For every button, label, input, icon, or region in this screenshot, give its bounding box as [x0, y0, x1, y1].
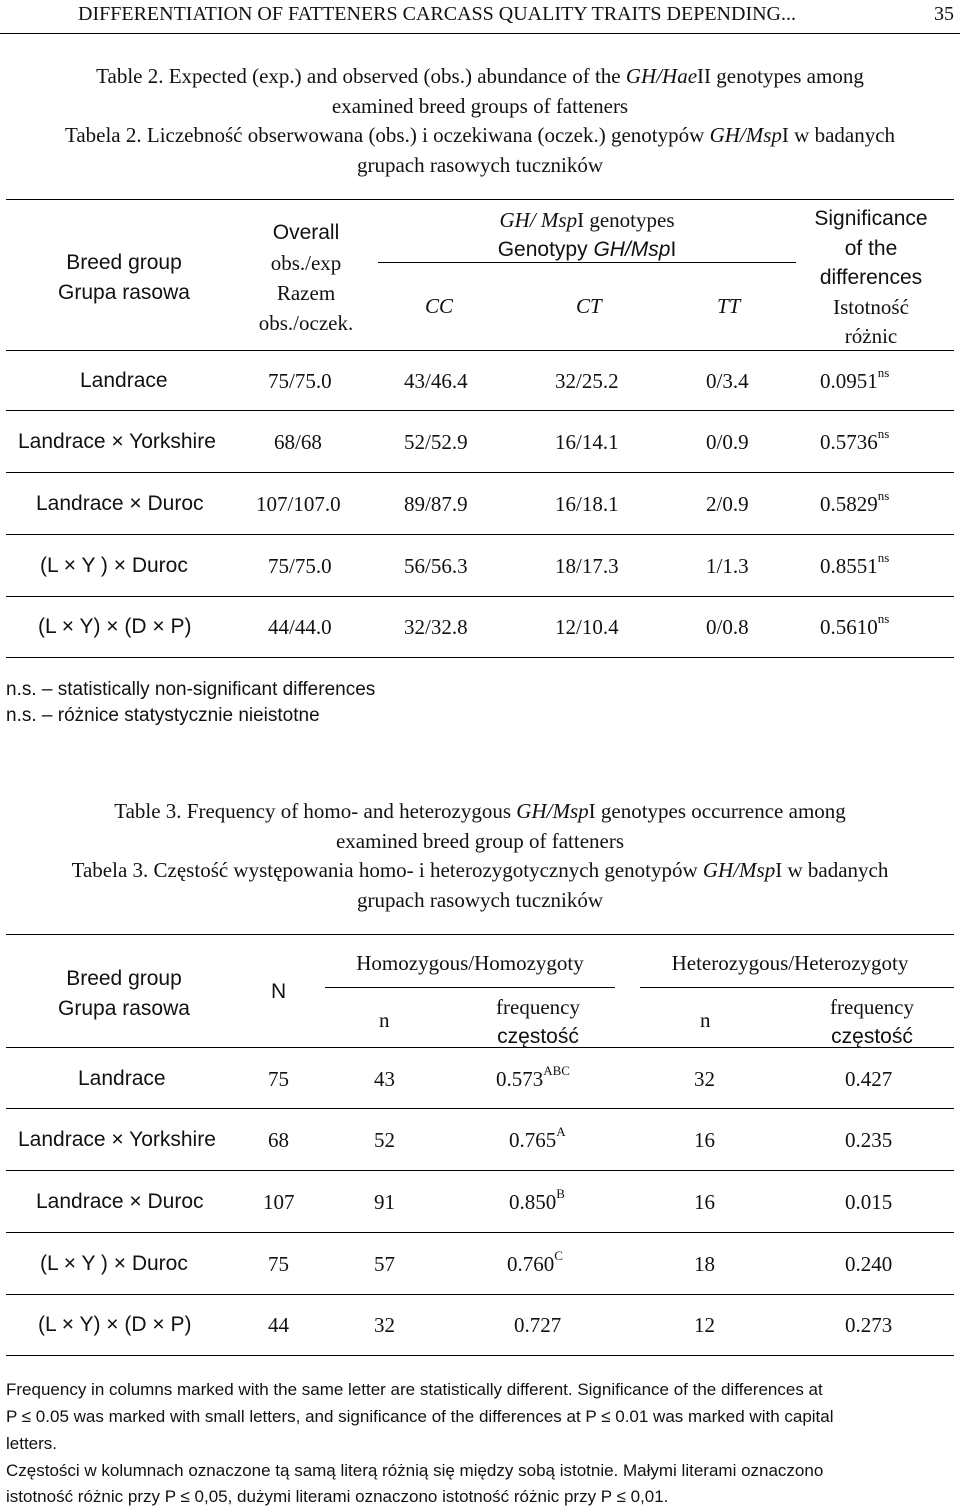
table2-cell-tt: 0/0.9 — [706, 430, 749, 454]
table2-cell-significance: $0.5610^{ns}$ — [820, 611, 890, 639]
table2-cell-tt: 0/0.8 — [706, 615, 749, 639]
table3-col-breed-header: Breed group Grupa rasowa — [58, 967, 190, 1020]
table3-cell-homo-n: 32 — [374, 1313, 395, 1337]
table2-note-en: n.s. – statistically non-significant differences — [6, 679, 376, 700]
table2-cell-overall: 107/107.0 — [256, 492, 341, 516]
running-header-title: DIFFERENTIATION OF FATTENERS CARCASS QUALITY TRAITS DEPENDING... — [78, 3, 796, 25]
table3-col-N-header: N — [271, 980, 287, 1003]
table3-caption-pl-line1: Tabela 3. Częstość występowania homo- i heterozygotycznych genotypów GH/MspI w badanych — [71, 858, 889, 882]
table3-bottom-rule — [6, 1355, 954, 1356]
table3-footnote-en-3: letters. — [6, 1434, 58, 1453]
table3-cell-homo-freq: $0.573^{ABC}$ — [496, 1063, 570, 1091]
table3-cell-N: 75 — [268, 1252, 289, 1276]
table2-col-tt-header: TT — [717, 294, 741, 318]
table3-cell-breed: (L × Y) × (D × P) — [38, 1313, 192, 1336]
table3-footnote-en-2: P ≤ 0.05 was marked with small letters, and significance of the differences at P ≤ 0.01 was marked with capital — [6, 1407, 834, 1426]
table2-cell-cc: 43/46.4 — [404, 369, 468, 393]
table2-col-breed-header: Breed group Grupa rasowa — [58, 251, 190, 304]
table2-cell-breed: Landrace × Yorkshire — [18, 430, 216, 453]
table2-row-rule — [6, 596, 954, 597]
table3-cell-homo-freq: $0.760^C$ — [507, 1248, 563, 1276]
table3-cell-hetero-n: 16 — [694, 1190, 715, 1214]
table3-cell-breed: Landrace × Yorkshire — [18, 1128, 216, 1151]
table2-cell-breed: Landrace × Duroc — [36, 492, 204, 515]
table3-cell-hetero-freq: 0.235 — [845, 1128, 893, 1152]
table3 — [0, 760, 960, 1511]
table2-cell-ct: 16/18.1 — [555, 492, 619, 516]
table2-caption-pl-line1: Tabela 2. Liczebność obserwowana (obs.) i oczekiwana (oczek.) genotypów GH/MspI w badanych — [64, 123, 896, 147]
table3-cell-hetero-n: 18 — [694, 1252, 715, 1276]
table3-hetero-header: Heterozygous/Heterozygoty — [671, 951, 909, 975]
table3-col-hetero-n-header: n — [700, 1008, 711, 1032]
table2-cell-cc: 56/56.3 — [404, 554, 468, 578]
table3-cell-N: 75 — [268, 1067, 289, 1091]
table2-cell-breed: Landrace — [80, 369, 168, 392]
table2-caption-en-line2: examined breed groups of fatteners — [331, 94, 629, 118]
table2-genotypes-en: GH/ MspI genotypes — [499, 208, 675, 232]
page-number: 35 — [934, 3, 954, 25]
table3-footnote-pl-2: istotność różnic przy P ≤ 0,05, dużymi literami oznaczono istotność różnic przy P ≤ 0,01. — [6, 1487, 669, 1506]
table2-cell-ct: 16/14.1 — [555, 430, 619, 454]
table2-col-cc-header: CC — [425, 294, 454, 318]
table2-cell-overall: 75/75.0 — [268, 369, 332, 393]
table3-cell-hetero-freq: 0.427 — [845, 1067, 893, 1091]
table3-cell-breed: Landrace — [78, 1067, 166, 1090]
table3-cell-hetero-freq: 0.273 — [845, 1313, 893, 1337]
table2-cell-cc: 89/87.9 — [404, 492, 468, 516]
table3-cell-N: 107 — [263, 1190, 295, 1214]
table2-cell-ct: 18/17.3 — [555, 554, 619, 578]
table2-cell-tt: 1/1.3 — [706, 554, 749, 578]
table3-cell-N: 68 — [268, 1128, 289, 1152]
table3-cell-homo-n: 43 — [374, 1067, 395, 1091]
table2-cell-breed: (L × Y) × (D × P) — [38, 615, 192, 638]
table3-footnote-en-1: Frequency in columns marked with the same letter are statistically different. Significance of the differences at — [6, 1380, 823, 1399]
table2-cell-breed: (L × Y ) × Duroc — [40, 554, 188, 577]
table3-cell-hetero-freq: 0.240 — [845, 1252, 893, 1276]
table2-cell-overall: 75/75.0 — [268, 554, 332, 578]
table2-caption-en-line1: Table 2. Expected (exp.) and observed (obs.) abundance of the GH/HaeII genotypes among — [96, 64, 864, 88]
table3-cell-homo-n: 57 — [374, 1252, 395, 1276]
table3-col-hetero-freq-header: frequency częstość — [830, 995, 914, 1048]
table3-row-rule — [6, 1170, 954, 1171]
table3-caption-en-line1: Table 3. Frequency of homo- and heterozygous GH/MspI genotypes occurrence among — [114, 799, 846, 823]
table2-cell-tt: 2/0.9 — [706, 492, 749, 516]
table3-col-homo-freq-header: frequency częstość — [496, 995, 580, 1048]
table2-cell-overall: 44/44.0 — [268, 615, 332, 639]
table3-homo-subrule — [325, 987, 615, 988]
table2-cell-tt: 0/3.4 — [706, 369, 749, 393]
table2-cell-significance: $0.5736^{ns}$ — [820, 426, 890, 454]
table3-hetero-subrule — [640, 987, 954, 988]
table2-cell-cc: 32/32.8 — [404, 615, 468, 639]
table2-cell-ct: 32/25.2 — [555, 369, 619, 393]
table3-cell-homo-freq: $0.850^B$ — [509, 1186, 565, 1214]
table3-top-rule — [6, 934, 954, 935]
table3-cell-hetero-n: 32 — [694, 1067, 715, 1091]
table3-cell-homo-n: 52 — [374, 1128, 395, 1152]
table3-homo-header: Homozygous/Homozygoty — [356, 951, 584, 975]
table3-cell-breed: Landrace × Duroc — [36, 1190, 204, 1213]
table3-row-rule — [6, 1294, 954, 1295]
table2-cell-cc: 52/52.9 — [404, 430, 468, 454]
table3-cell-homo-freq: 0.727 — [514, 1313, 562, 1337]
table2-bottom-rule — [6, 657, 954, 658]
table2-cell-significance: $0.5829^{ns}$ — [820, 488, 890, 516]
table3-cell-homo-freq: $0.765^A$ — [509, 1124, 566, 1152]
table2-note-pl: n.s. – różnice statystycznie nieistotne — [6, 705, 320, 726]
table2-col-ct-header: CT — [576, 294, 602, 318]
table3-cell-hetero-freq: 0.015 — [845, 1190, 893, 1214]
table2-row-rule — [6, 534, 954, 535]
table2-col-overall-header: Overall obs./exp Razem obs./oczek. — [258, 221, 354, 335]
table3-footnote-pl-1: Częstości w kolumnach oznaczone tą samą literą różnią się między sobą istotnie. Małymi literami oznaczono — [6, 1461, 824, 1480]
table3-row-rule — [6, 1108, 954, 1109]
table2-row-rule — [6, 410, 954, 411]
table3-cell-hetero-n: 12 — [694, 1313, 715, 1337]
table3-caption-pl-line2: grupach rasowych tuczników — [356, 888, 604, 912]
table2-genotypes-pl: Genotypy GH/MspI — [497, 238, 677, 261]
table2-cell-significance: $0.8551^{ns}$ — [820, 550, 890, 578]
table2-genotypes-header — [378, 205, 796, 265]
table2-row-rule — [6, 472, 954, 473]
table3-caption-en-line2: examined breed group of fatteners — [335, 829, 625, 853]
table2-top-rule — [6, 199, 954, 200]
table2-cell-overall: 68/68 — [274, 430, 322, 454]
table3-col-homo-n-header: n — [379, 1008, 390, 1032]
table3-cell-homo-n: 91 — [374, 1190, 395, 1214]
table3-cell-breed: (L × Y ) × Duroc — [40, 1252, 188, 1275]
table3-cell-hetero-n: 16 — [694, 1128, 715, 1152]
table2-col-significance-header: Significance of the differences Istotność różnic — [814, 207, 928, 348]
table2-caption-pl-line2: grupach rasowych tuczników — [356, 153, 604, 177]
table3-row-rule — [6, 1232, 954, 1233]
table2-cell-ct: 12/10.4 — [555, 615, 619, 639]
table2-cell-significance: $0.0951^{ns}$ — [820, 365, 890, 393]
table3-cell-N: 44 — [268, 1313, 289, 1337]
